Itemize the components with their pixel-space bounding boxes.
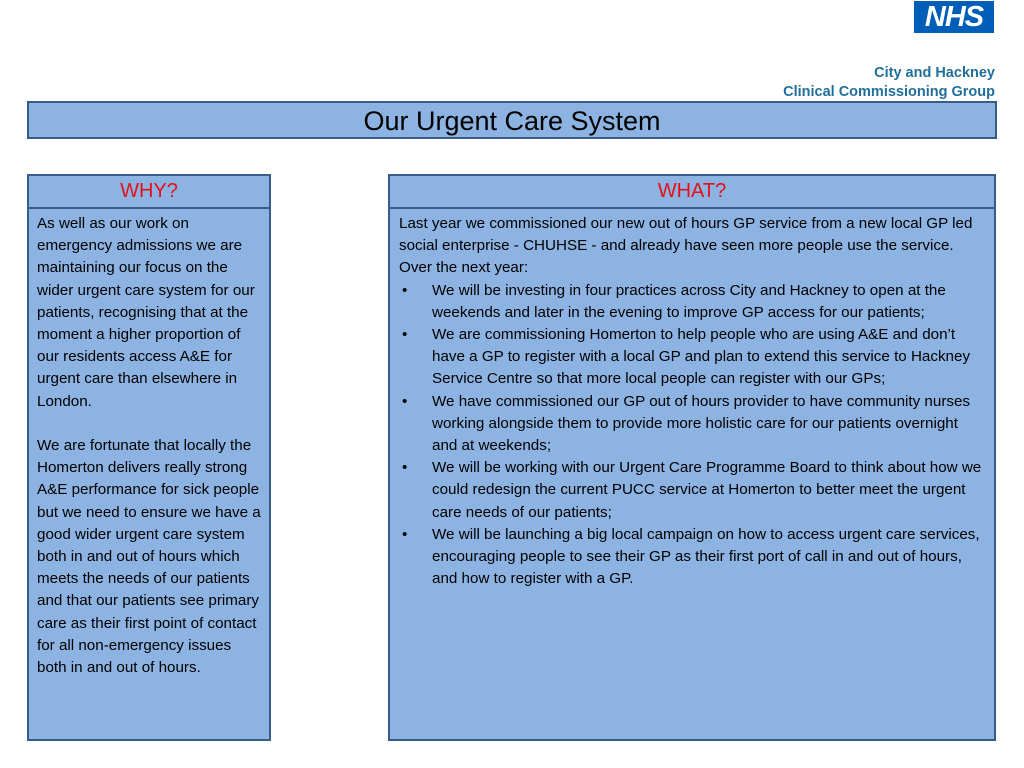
list-item-text: We will be investing in four practices across City and Hackney to open at the weekends and later in the evening to improve GP access for our patients;	[432, 281, 946, 321]
why-heading: WHY?	[27, 174, 271, 209]
what-body	[388, 207, 996, 741]
nhs-logo: NHS	[914, 1, 994, 33]
list-item-text: We are commissioning Homerton to help people who are using A&E and don’t have a GP to register with a local GP and plan to extend this service to Hackney Service Centre so that more local people can register with our GPs;	[432, 326, 971, 388]
what-heading: WHAT?	[388, 174, 996, 209]
list-item	[399, 391, 985, 458]
bullet-icon: •	[402, 392, 408, 410]
bullet-icon: •	[402, 326, 408, 344]
org-line-1: City and Hackney	[874, 65, 995, 81]
list-item	[399, 457, 985, 524]
list-item	[399, 524, 985, 591]
list-item-text: We have commissioned our GP out of hours provider to have community nurses working alongside them to provide more holistic care for our patients overnight and at weekends;	[432, 392, 971, 455]
what-bullet-list	[399, 280, 985, 591]
list-item	[399, 324, 985, 391]
what-intro: Last year we commissioned our new out of hours GP service from a new local GP led social enterprise - CHUHSE - and already have seen more people use the service. Over the next year:	[399, 215, 973, 277]
why-paragraph: As well as our work on emergency admissions we are maintaining our focus on the wider urgent care system for our patients, recognising that at the moment a higher proportion of our residents access A&E for urgent care than elsewhere in London.	[37, 215, 255, 410]
bullet-icon: •	[402, 281, 408, 299]
why-body	[27, 207, 271, 741]
organisation-name	[783, 64, 995, 102]
bullet-icon: •	[402, 459, 408, 477]
list-item-text: We will be working with our Urgent Care Programme Board to think about how we could redesign the current PUCC service at Homerton to better meet the urgent care needs of our patients;	[432, 459, 982, 521]
why-paragraph: We are fortunate that locally the Homerton delivers really strong A&E performance for sick people but we need to ensure we have a good wider urgent care system both in and out of hours which meets the needs of our patients and that our patients see primary care as their first point of contact for all non-emergency issues both in and out of hours.	[37, 437, 261, 677]
slide-title: Our Urgent Care System	[27, 101, 997, 139]
org-line-2: Clinical Commissioning Group	[783, 84, 995, 100]
list-item-text: We will be launching a big local campaign on how to access urgent care services, encouraging people to see their GP as their first port of call in and out of hours, and how to register with a GP.	[432, 525, 980, 588]
bullet-icon: •	[402, 525, 408, 543]
list-item	[399, 280, 985, 324]
